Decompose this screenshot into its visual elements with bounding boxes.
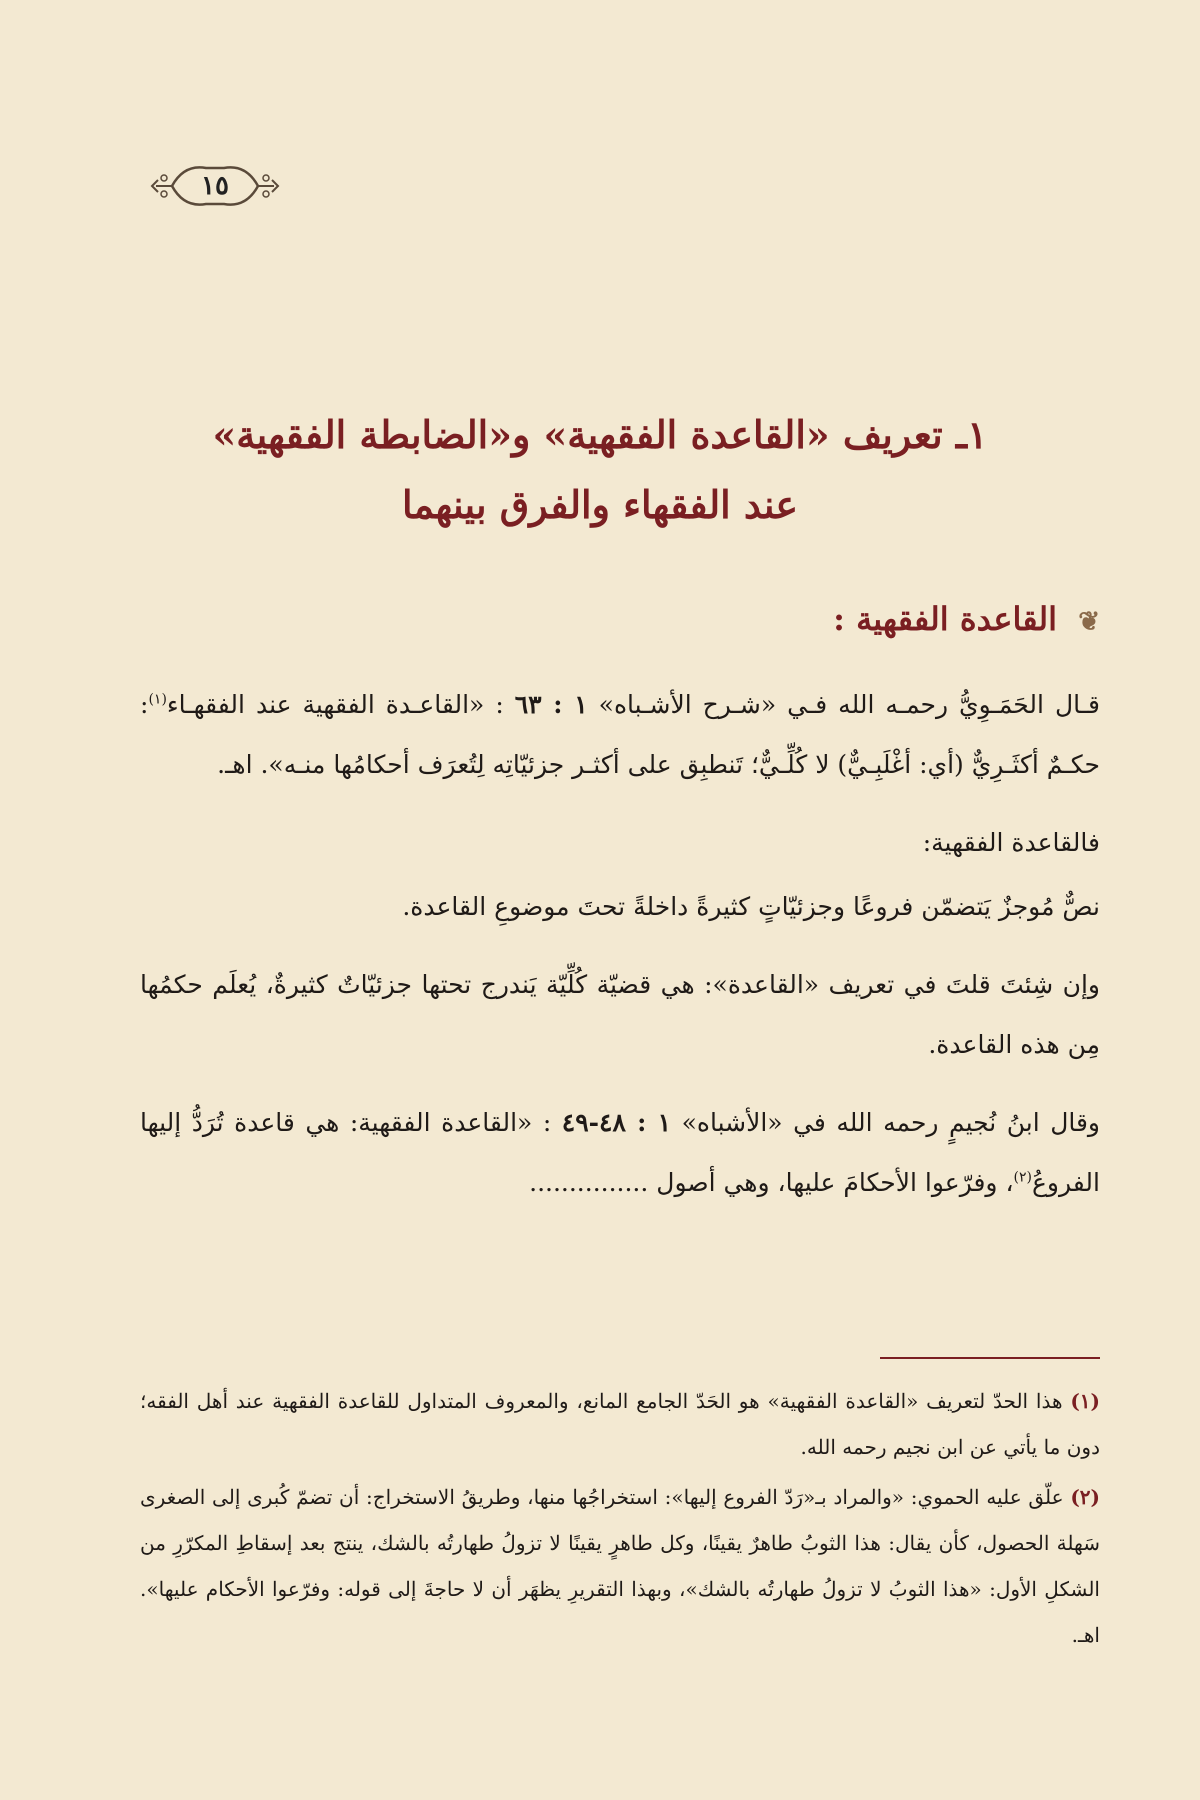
- footnote-ref-2[interactable]: (٢): [1013, 1169, 1032, 1186]
- paragraph-text: : حكـمٌ أكثَـرِيٌّ (أي: أغْلَبِـيٌّ) لا كُلِّـيٌّ؛ تَنطبِق على أكثـر جزئيّاتِه لِتُعرَف أحكامُها منـه». اهـ.: [140, 690, 1100, 779]
- section-heading-text: القاعدة الفقهية :: [833, 600, 1058, 638]
- paragraph-text: قـال الحَمَـوِيُّ رحمـه الله فـي «شـرح الأشـباه»: [587, 690, 1101, 719]
- footnote-text: علّق عليه الحموي: «والمراد بـ«رَدّ الفروع إليها»: استخراجُها منها، وطريقُ الاستخراج: أن تضمّ كُبرى إلى الصغرى سَهلة الحصول، كأن يقال: هذا الثوبُ طاهرٌ يقينًا، وكل طاهرٍ يقينًا لا تزولُ طهارتُه بالشك، ينتج بعد إسقاطِ المكرّرِ من الشكلِ الأول: «هذا الثوبُ لا تزولُ طهارتُه بالشك»، وبهذا التقريرِ يظهَر أن لا حاجةَ إلى قوله: وفرّعوا الأحكام عليها». اهـ.: [140, 1485, 1100, 1647]
- footnote-ref-1[interactable]: (١): [148, 691, 167, 708]
- paragraph-label: فالقاعدة الفقهية:: [922, 828, 1100, 857]
- flower-ornament-icon: ❦: [1078, 607, 1100, 637]
- citation-ref: ١ : ٤٨-٤٩: [561, 1108, 672, 1137]
- chapter-title: [140, 400, 1060, 540]
- footnote-1: [140, 1378, 1100, 1470]
- paragraph-hamawi-quote: [140, 675, 1100, 795]
- footnote-mark: (٢): [1070, 1485, 1101, 1509]
- footnote-mark: (١): [1070, 1389, 1100, 1413]
- main-text: [140, 675, 1100, 1231]
- footnotes: [140, 1378, 1100, 1662]
- section-heading: [600, 600, 1100, 638]
- footnote-text: هذا الحدّ لتعريف «القاعدة الفقهية» هو الحَدّ الجامع المانع، والمعروف المتداول للقاعدة الفقهية عند أهل الفقه؛ دون ما يأتي عن ابن نجيم رحمه الله.: [140, 1389, 1100, 1459]
- paragraph-alternative-definition: وإن شِئتَ قلتَ في تعريف «القاعدة»: هي قضيّة كُلِّيّة يَندرج تحتها جزئيّاتٌ كثيرةٌ، يُعلَم حكمُها مِن هذه القاعدة.: [140, 970, 1100, 1059]
- chapter-title-line-2: عند الفقهاء والفرق بينهما: [401, 482, 799, 527]
- footnote-2: [140, 1474, 1100, 1658]
- paragraph-text: ، وفرّعوا الأحكامَ عليها، وهي أصول ...............: [529, 1168, 1014, 1197]
- paragraph-text: : «القاعـدة الفقهية عند الفقهـاء: [166, 690, 504, 719]
- footnote-divider: [880, 1357, 1100, 1359]
- page-number-ornament: [150, 158, 280, 214]
- paragraph-ibn-nujaym-quote: [140, 1093, 1100, 1213]
- citation-ref: ١ : ٦٣: [514, 690, 588, 719]
- paragraph-definition: نصٌّ مُوجزٌ يَتضمّن فروعًا وجزئيّاتٍ كثيرةً داخلةً تحتَ موضوعِ القاعدة.: [402, 892, 1100, 921]
- paragraph-text: : «القاعدة الفقهية: هي قاعدة تُرَدُّ إليها الفروعُ: [140, 1108, 1100, 1197]
- chapter-title-line-1: ١ـ تعريف «القاعدة الفقهية» و«الضابطة الفقهية»: [212, 412, 988, 457]
- page-number: ١٥: [201, 171, 229, 201]
- paragraph-text: وقال ابنُ نُجيمٍ رحمه الله في «الأشباه»: [671, 1108, 1100, 1137]
